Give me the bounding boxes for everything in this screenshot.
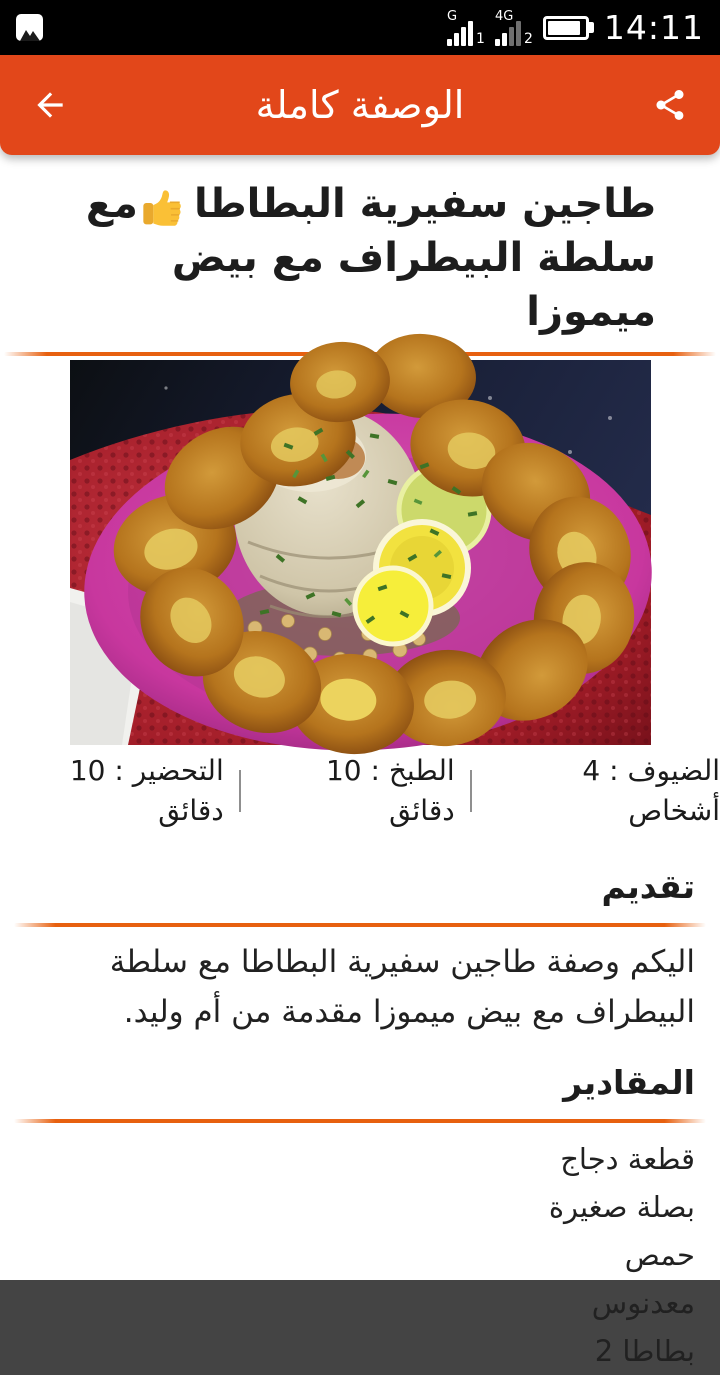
divider	[14, 1119, 706, 1123]
ingredient-item: 2 بطاطا	[594, 1334, 695, 1368]
battery-nub	[589, 22, 594, 33]
recipe-title	[50, 177, 656, 339]
bar	[461, 27, 466, 46]
sim2-bars	[495, 21, 521, 46]
bar	[447, 39, 452, 46]
bar	[509, 27, 514, 46]
status-clock: 14:11	[603, 8, 704, 47]
recipe-photo	[70, 360, 651, 745]
bar	[468, 21, 473, 46]
mountains-glyph	[18, 23, 42, 41]
meta-prep-time: التحضير : 10 دقائق	[69, 754, 224, 827]
sim2-slot-number: 2	[523, 30, 533, 47]
battery-fill	[548, 21, 580, 35]
meta-cook-time: الطبخ : 10 دقائق	[325, 754, 455, 827]
sim1-slot-number: 1	[476, 30, 485, 47]
thumbs-up-emoji	[138, 183, 186, 231]
app-bar	[0, 55, 720, 155]
battery-body	[543, 16, 589, 40]
recipe-title-part2: مع سلطة البيطراف مع بيض ميموزا	[85, 181, 656, 335]
meta-separator	[239, 770, 241, 812]
ingredient-item: معدنوس	[591, 1286, 695, 1320]
battery-icon	[543, 16, 594, 40]
status-icons	[447, 8, 704, 47]
gallery-notification-icon	[16, 14, 43, 41]
arrow-back-icon	[31, 86, 69, 124]
sim1-network-label: G	[447, 8, 458, 24]
sim2-network-label: 4G	[494, 8, 514, 24]
presentation-heading: تقديم	[601, 867, 695, 906]
bar	[454, 33, 459, 46]
share-button[interactable]	[644, 79, 696, 131]
ingredients-heading: المقادير	[563, 1063, 695, 1102]
ingredient-item: بصلة صغيرة	[548, 1190, 695, 1224]
bar	[516, 21, 521, 46]
status-bar	[0, 0, 720, 55]
ingredient-item: قطعة دجاج	[560, 1142, 695, 1176]
meta-guests: الضيوف : 4 أشخاص	[582, 754, 720, 827]
meta-separator	[470, 770, 472, 812]
signal-sim2-icon	[495, 10, 533, 46]
recipe-meta	[0, 751, 720, 831]
recipe-title-part1: طاجين سفيرية البطاطا	[193, 181, 656, 227]
sim1-bars	[447, 21, 473, 46]
ingredients-list	[0, 1135, 720, 1375]
app-bar-title: الوصفة كاملة	[255, 83, 465, 127]
presentation-paragraph: اليكم وصفة طاجين سفيرية البطاطا مع سلطة البيطراف مع بيض ميموزا مقدمة من أم وليد.	[109, 944, 695, 1030]
signal-sim1-icon	[447, 10, 485, 46]
bar	[502, 33, 507, 46]
recipe-photo-illustration	[70, 360, 651, 745]
bar	[495, 39, 500, 46]
ingredient-item: حمص	[624, 1238, 695, 1272]
back-button[interactable]	[24, 79, 76, 131]
divider	[14, 923, 706, 927]
thumbs-up-glyph	[138, 183, 186, 231]
share-icon	[652, 87, 688, 123]
